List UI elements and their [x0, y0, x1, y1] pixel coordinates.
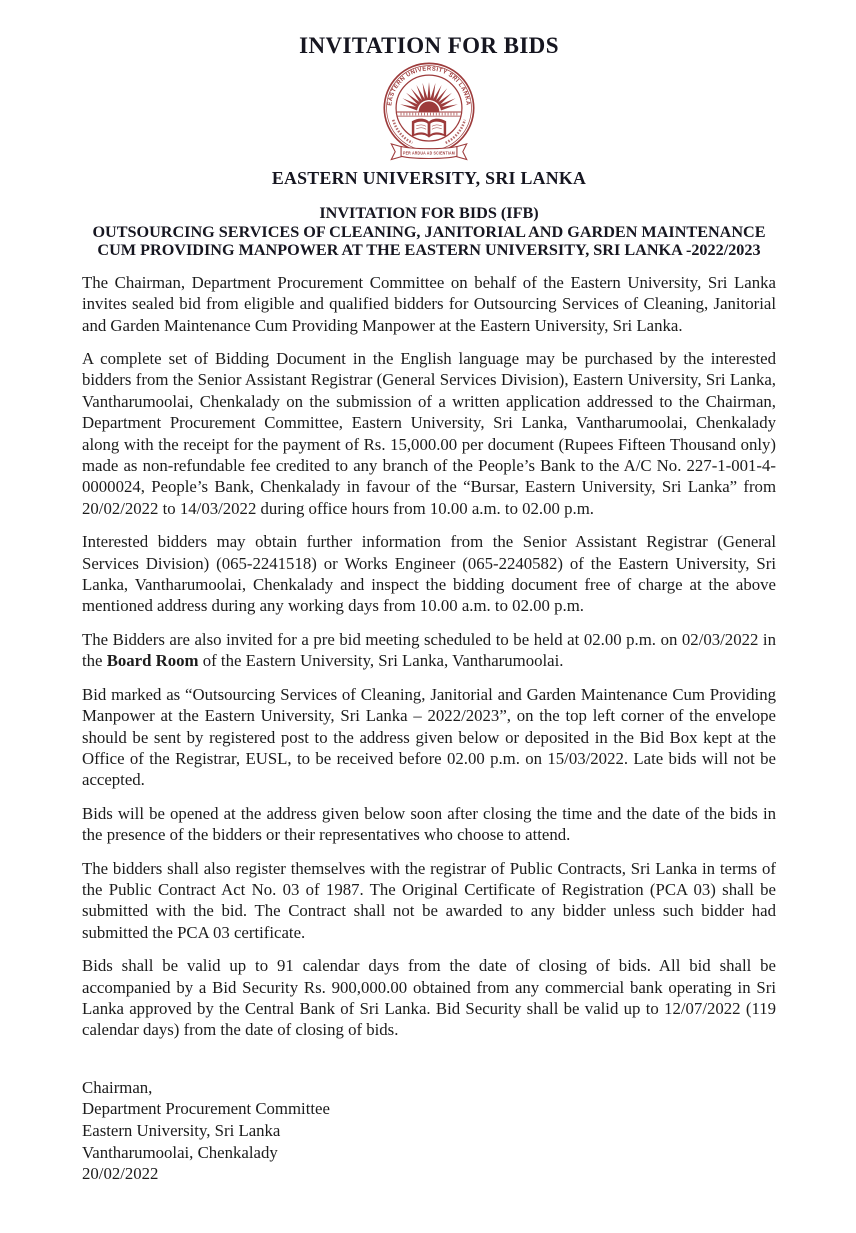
paragraph-invitation: The Chairman, Department Procurement Committee on behalf of the Eastern University, Sri Lanka invites sealed bid from eligible and qualified bidders for Outsourcing Services of Cleaning, Janitorial and Garden Maintenance Cum Providing Manpower at the Eastern University, Sri Lanka. [82, 272, 776, 335]
paragraph-bid-validity: Bids shall be valid up to 91 calendar days from the date of closing of bids. All bid shall be accompanied by a Bid Security Rs. 900,000.00 obtained from any commercial bank operating in Sri Lanka approved by the Central Bank of Sri Lanka. Bid Security shall be valid up to 12/07/2022 (119 calendar days) from the date of closing of bids. [82, 956, 776, 1040]
seal-motto-text: PER ARDUA AD SCIENTIAM [403, 150, 456, 156]
subject-line-ifb: INVITATION FOR BIDS (IFB) [319, 204, 539, 222]
signature-line-date: 20/02/2022 [82, 1164, 159, 1184]
paragraph-bid-opening: Bids will be opened at the address given below soon after closing the time and the date of the bids in the presence of the bidders or their representatives who choose to attend. [82, 803, 776, 845]
signature-line-address: Vantharumoolai, Chenkalady [82, 1142, 278, 1162]
page-title: INVITATION FOR BIDS [299, 33, 559, 58]
paragraph-further-information: Interested bidders may obtain further information from the Senior Assistant Registrar (General Services Division) (065-2241518) or Works Engineer (065-2240582) of the Eastern University, Sri Lanka, Vantharumoolai, Chenkalady and inspect the bidding document free of charge at the above mentioned address during any working days from 10.00 a.m. to 02.00 p.m. [82, 532, 776, 616]
subject-line-year: CUM PROVIDING MANPOWER AT THE EASTERN UNIVERSITY, SRI LANKA -2022/2023 [97, 241, 761, 260]
signature-line-university: Eastern University, Sri Lanka [82, 1120, 281, 1140]
pre-bid-meeting-text: The Bidders are also invited for a pre bid meeting scheduled to be held at 02.00 p.m. on 02/03/2022 in the [82, 629, 776, 671]
document-body [82, 272, 776, 1041]
paragraph-bid-submission: Bid marked as “Outsourcing Services of Cleaning, Janitorial and Garden Maintenance Cum Providing Manpower at the Eastern University, Sri Lanka – 2022/2023”, on the top left corner of the envelope should be sent by registered post to the address given below or deposited in the Bid Box kept at the Office of the Registrar, EUSL, to be received before 02.00 p.m. on 15/03/2022. Late bids will not be accepted. [82, 684, 776, 790]
seal-arc-text: EASTERN UNIVERSITY SRI LANKA [387, 66, 471, 107]
signature-line-chairman: Chairman, [82, 1077, 153, 1097]
pre-bid-meeting-text-end: of the Eastern University, Sri Lanka, Vantharumoolai. [198, 651, 564, 671]
paragraph-pre-bid-meeting [82, 629, 776, 672]
university-seal-icon [380, 61, 478, 163]
signature-block [82, 1077, 776, 1185]
signature-line-committee: Department Procurement Committee [82, 1099, 330, 1119]
subject-line-services: OUTSOURCING SERVICES OF CLEANING, JANITORIAL AND GARDEN MAINTENANCE [92, 222, 766, 241]
paragraph-pca-registration: The bidders shall also register themselves with the registrar of Public Contracts, Sri Lanka in terms of the Public Contract Act No. 03 of 1987. The Original Certificate of Registration (PCA 03) shall be submitted with the bid. The Contract shall not be awarded to any bidder unless such bidder had submitted the PCA 03 certificate. [82, 858, 776, 942]
paragraph-bidding-document: A complete set of Bidding Document in the English language may be purchased by the interested bidders from the Senior Assistant Registrar (General Services Division), Eastern University, Sri Lanka, Vantharumoolai, Chenkalady on the submission of a written application addressed to the Chairman, Department Procurement Committee, Eastern University, Sri Lanka, Vantharumoolai, Chenkalady along with the receipt for the payment of Rs. 15,000.00 per document (Rupees Fifteen Thousand only) made as non-refundable fee credited to any branch of the People’s Bank to the A/C No. 227-1-001-4-0000024, People’s Bank, Chenkalady in favour of the “Bursar, Eastern University, Sri Lanka” from 20/02/2022 to 14/03/2022 during office hours from 10.00 a.m. to 02.00 p.m. [82, 349, 776, 518]
subject-heading [82, 204, 776, 260]
university-name: EASTERN UNIVERSITY, SRI LANKA [271, 168, 587, 188]
university-seal [82, 61, 776, 163]
board-room-emphasis: Board Room [106, 651, 199, 671]
